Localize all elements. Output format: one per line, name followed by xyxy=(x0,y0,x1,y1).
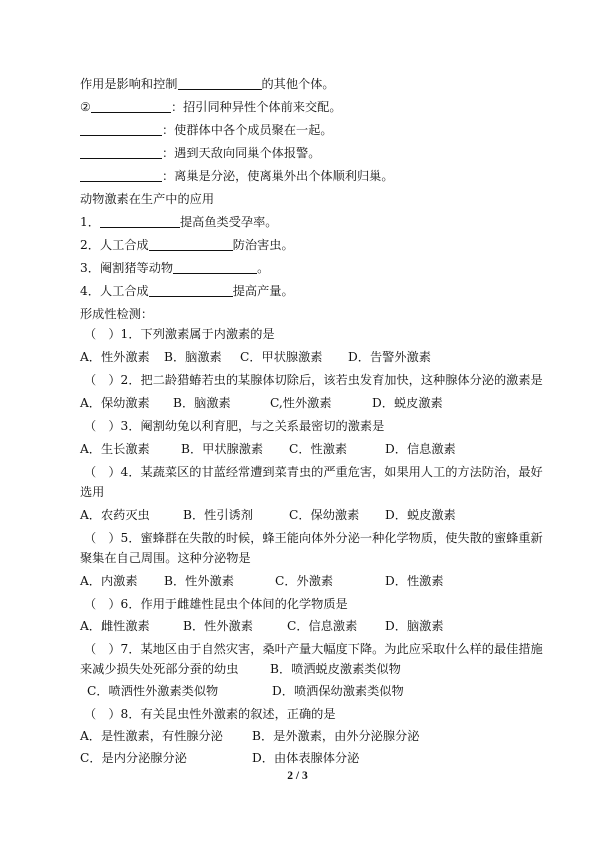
question-7-stem: （ ）7．某地区由于自然灾害，桑叶产量大幅度下降。为此应采取什么样的最佳措施 xyxy=(84,642,543,656)
q7-option-d[interactable]: D．喷洒保幼激素类似物 xyxy=(272,684,404,698)
note-marker: ② xyxy=(80,100,91,114)
q3-option-b[interactable]: B．甲状腺激素 xyxy=(181,442,264,456)
q8-option-d[interactable]: D．由体表腺体分泌 xyxy=(252,751,360,765)
item-text: 2．人工合成 xyxy=(80,238,149,252)
question-4-stem-cont: 选用 xyxy=(80,485,105,499)
question-7-option-a[interactable]: 来减少损失处死部分蚕的幼虫 xyxy=(80,662,239,676)
item-text: 防治害虫。 xyxy=(232,238,294,252)
note-line-alarm xyxy=(80,146,320,161)
answer-blank[interactable] xyxy=(91,100,171,113)
q5-option-c[interactable]: C．外激素 xyxy=(275,574,334,588)
q2-option-b[interactable]: B．脑激素 xyxy=(173,396,231,410)
question-1-stem: （ ）1．下列激素属于内激素的是 xyxy=(84,327,275,341)
application-item-3 xyxy=(80,261,269,276)
note-line-trail xyxy=(80,169,394,184)
note-line-control xyxy=(80,77,335,92)
question-5-stem-cont: 聚集在自己周围。这种分泌物是 xyxy=(80,551,251,565)
q2-option-d[interactable]: D．蜕皮激素 xyxy=(372,396,443,410)
q8-option-a[interactable]: A．是性激素，有性腺分泌 xyxy=(80,729,223,743)
q3-option-c[interactable]: C．性激素 xyxy=(289,442,348,456)
note-text: ：招引同种异性个体前来交配。 xyxy=(170,100,342,114)
item-text: 4．人工合成 xyxy=(80,284,149,298)
question-3-stem: （ ）3．阉割幼兔以利育肥，与之关系最密切的激素是 xyxy=(84,419,385,433)
q6-option-b[interactable]: B．性外激素 xyxy=(183,619,253,633)
answer-blank[interactable] xyxy=(100,215,180,228)
note-text: ：遇到天敌向同巢个体报警。 xyxy=(162,146,321,160)
q2-option-c[interactable]: C,性外激素 xyxy=(270,396,332,410)
q6-option-d[interactable]: D．脑激素 xyxy=(385,619,444,633)
answer-blank[interactable] xyxy=(178,77,262,90)
application-item-2 xyxy=(80,238,294,253)
q4-option-d[interactable]: D．蜕皮激素 xyxy=(385,508,456,522)
answer-blank[interactable] xyxy=(149,238,233,251)
test-title: 形成性检测： xyxy=(80,307,154,321)
q1-option-a[interactable]: A．性外激素 xyxy=(80,350,150,364)
item-text: 3．阉割猪等动物 xyxy=(80,261,174,275)
question-5-stem: （ ）5．蜜蜂群在失散的时候，蜂王能向体外分泌一种化学物质，使失散的蜜蜂重新 xyxy=(84,531,543,545)
note-line-aggregation xyxy=(80,123,333,138)
answer-blank[interactable] xyxy=(149,284,233,297)
question-6-stem: （ ）6．作用于雌雄性昆虫个体间的化学物质是 xyxy=(84,597,348,611)
page-number: 2 / 3 xyxy=(287,770,308,782)
q8-option-b[interactable]: B．是外激素，由外分泌腺分泌 xyxy=(252,729,420,743)
question-8-stem: （ ）8．有关昆虫性外激素的叙述，正确的是 xyxy=(84,707,336,721)
note-text: ：使群体中各个成员聚在一起。 xyxy=(162,123,333,137)
q4-option-c[interactable]: C．保幼激素 xyxy=(289,508,360,522)
q4-option-a[interactable]: A．农药灭虫 xyxy=(80,508,150,522)
q5-option-d[interactable]: D．性激素 xyxy=(385,574,444,588)
item-number: 1． xyxy=(80,215,100,229)
q2-option-a[interactable]: A．保幼激素 xyxy=(80,396,150,410)
q3-option-d[interactable]: D．信息激素 xyxy=(385,442,456,456)
question-2-stem: （ ）2．把二龄猎蝽若虫的某腺体切除后，该若虫发育加快，这种腺体分泌的激素是 xyxy=(84,373,543,387)
answer-blank[interactable] xyxy=(80,146,162,159)
note-text: 作用是影响和控制 xyxy=(80,77,178,91)
note-text: 的其他个体。 xyxy=(261,77,335,91)
q8-option-c[interactable]: C．是内分泌腺分泌 xyxy=(80,751,187,765)
q6-option-a[interactable]: A．雌性激素 xyxy=(80,619,150,633)
item-text: 提高鱼类受孕率。 xyxy=(179,215,278,229)
answer-blank[interactable] xyxy=(80,169,162,182)
q4-option-b[interactable]: B．性引诱剂 xyxy=(183,508,253,522)
note-line-sex-pheromone xyxy=(80,100,342,115)
question-4-stem: （ ）4．某蔬菜区的甘蓝经常遭到菜青虫的严重危害，如果用人工的方法防治，最好 xyxy=(84,465,543,479)
item-text: 提高产量。 xyxy=(232,284,294,298)
q1-option-c[interactable]: C．甲状腺激素 xyxy=(240,350,323,364)
q7-option-b[interactable]: B．喷洒蜕皮激素类似物 xyxy=(270,662,401,676)
q5-option-a[interactable]: A．内激素 xyxy=(80,574,138,588)
item-text: 。 xyxy=(257,261,270,275)
q5-option-b[interactable]: B．性外激素 xyxy=(164,574,234,588)
answer-blank[interactable] xyxy=(80,123,162,136)
application-item-4 xyxy=(80,284,294,299)
application-item-1 xyxy=(80,215,277,230)
q1-option-b[interactable]: B．脑激素 xyxy=(164,350,222,364)
note-text: ：离巢是分泌，使离巢外出个体顺利归巢。 xyxy=(162,169,394,183)
q6-option-c[interactable]: C．信息激素 xyxy=(287,619,358,633)
section-title: 动物激素在生产中的应用 xyxy=(80,192,215,206)
answer-blank[interactable] xyxy=(173,261,257,274)
q3-option-a[interactable]: A．生长激素 xyxy=(80,442,150,456)
q7-option-c[interactable]: C．喷洒性外激素类似物 xyxy=(87,684,219,698)
q1-option-d[interactable]: D．告警外激素 xyxy=(348,350,431,364)
